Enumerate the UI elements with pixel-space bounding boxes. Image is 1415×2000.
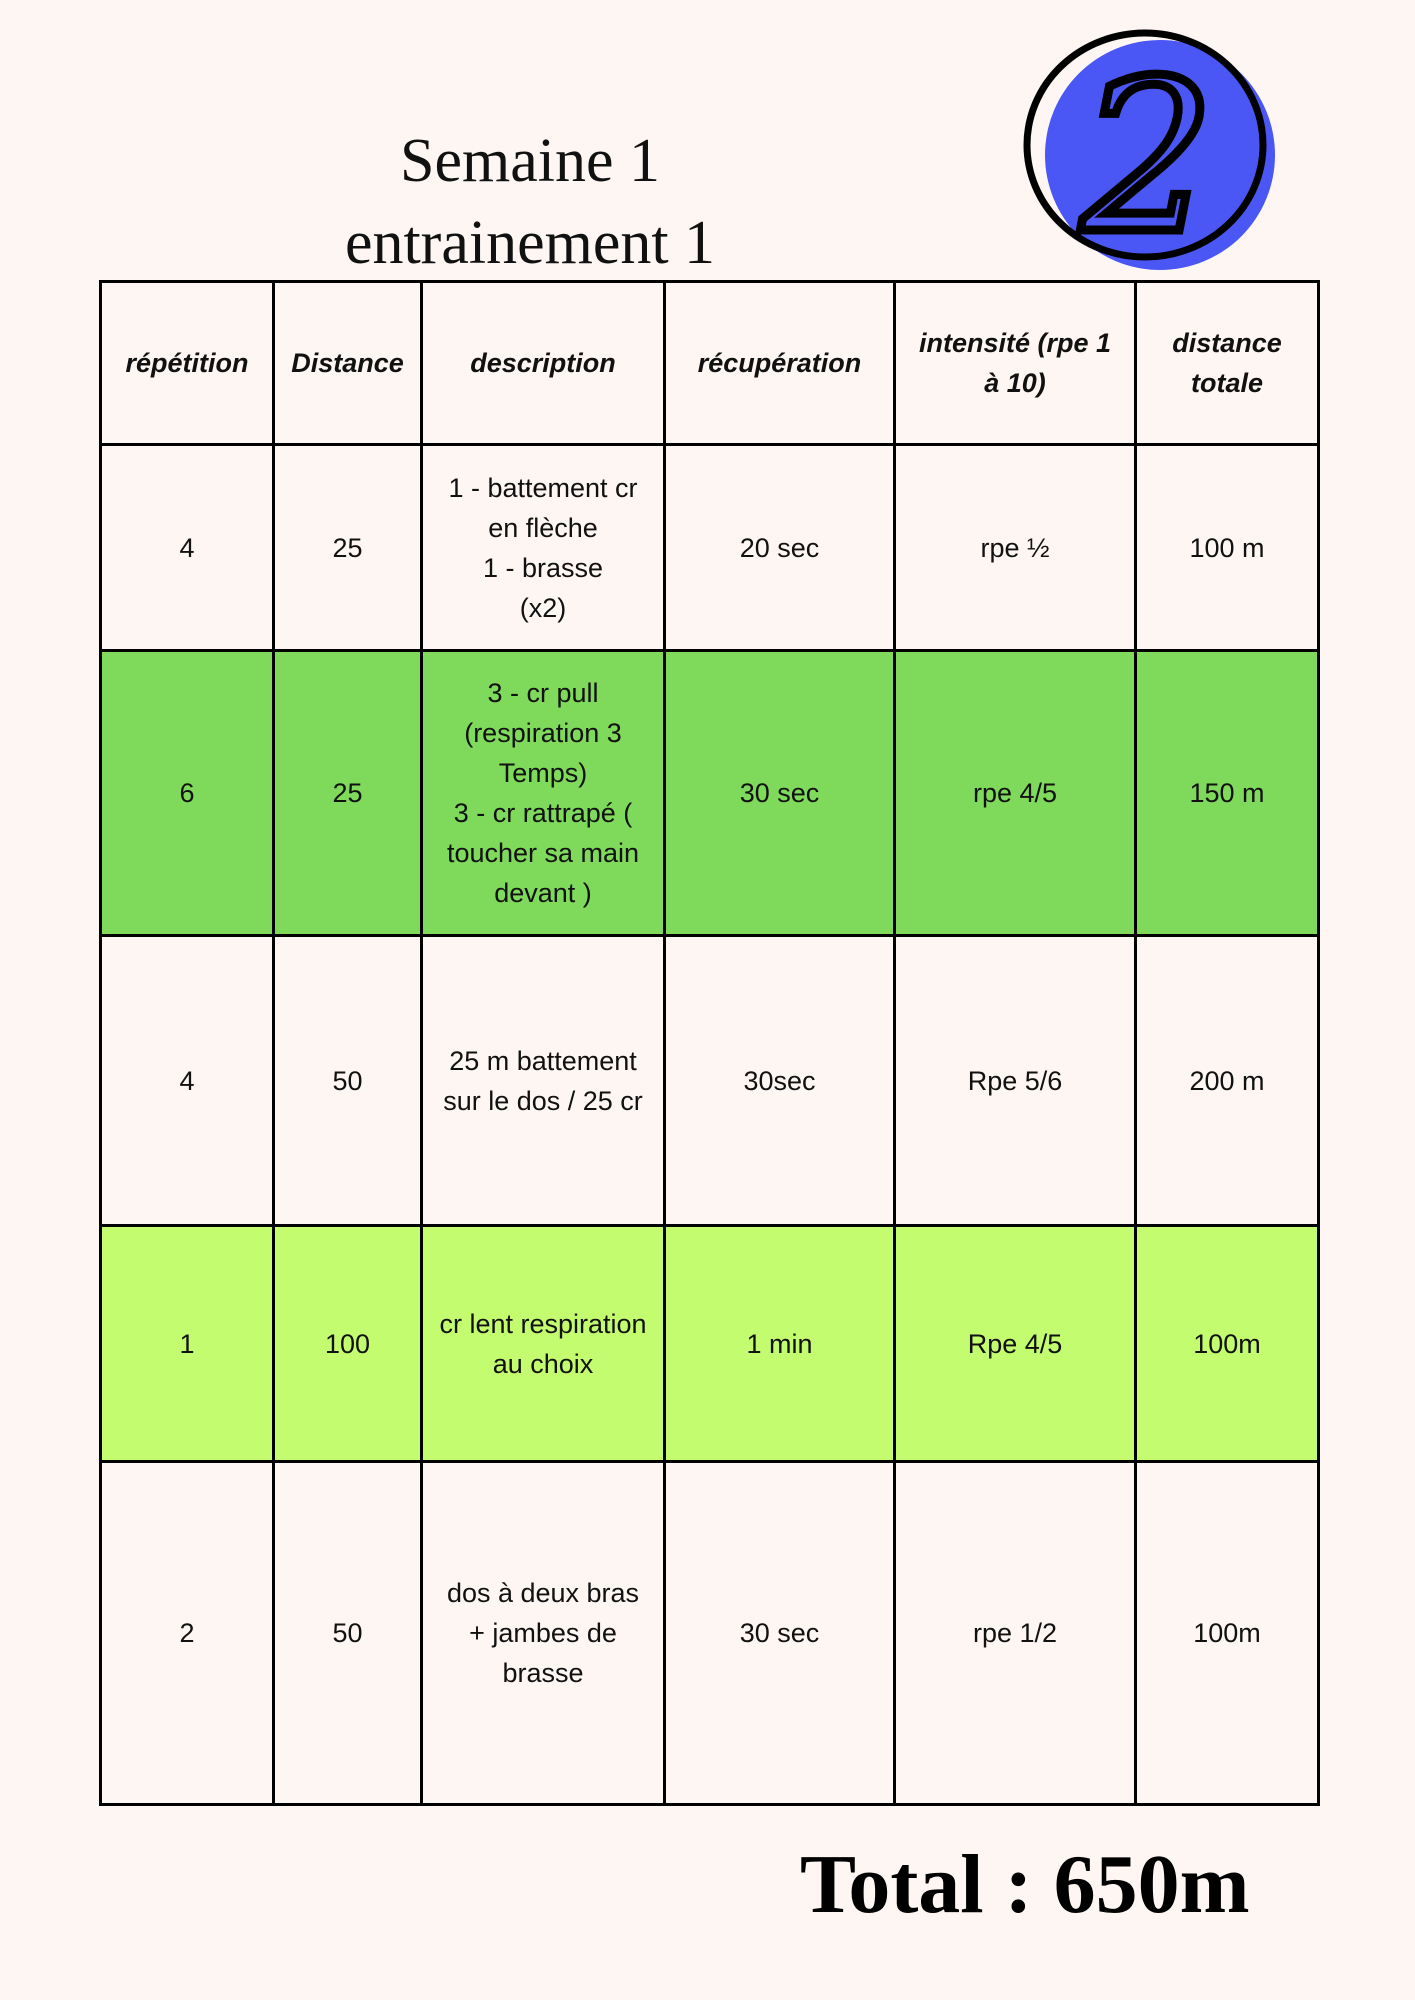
table-row — [101, 936, 1319, 1226]
number-badge — [1020, 25, 1280, 285]
cell-distance: 100 — [274, 1226, 422, 1462]
cell-intensite: rpe 1/2 — [895, 1462, 1136, 1805]
header-recuperation: récupération — [665, 282, 895, 445]
cell-distance: 25 — [274, 651, 422, 936]
workout-table — [99, 280, 1320, 1806]
header-description: description — [422, 282, 665, 445]
cell-intensite: Rpe 4/5 — [895, 1226, 1136, 1462]
cell-distance-totale: 100m — [1136, 1462, 1319, 1805]
cell-distance-totale: 100m — [1136, 1226, 1319, 1462]
cell-distance-totale: 100 m — [1136, 445, 1319, 651]
description-line: 1 - battement cr en flèche — [448, 472, 638, 543]
header-distance-totale: distance totale — [1136, 282, 1319, 445]
cell-recuperation: 20 sec — [665, 445, 895, 651]
cell-distance: 50 — [274, 1462, 422, 1805]
total-distance: Total : 650m — [800, 1838, 1250, 1931]
title-week: Semaine 1 — [400, 127, 660, 195]
cell-description — [422, 651, 665, 936]
cell-repetition: 2 — [101, 1462, 274, 1805]
cell-intensite: rpe 4/5 — [895, 651, 1136, 936]
cell-description: cr lent respiration au choix — [422, 1226, 665, 1462]
cell-distance-totale: 150 m — [1136, 651, 1319, 936]
header-distance: Distance — [274, 282, 422, 445]
cell-repetition: 4 — [101, 936, 274, 1226]
title-session: entrainement 1 — [344, 209, 716, 277]
cell-recuperation: 30sec — [665, 936, 895, 1226]
cell-repetition: 6 — [101, 651, 274, 936]
description-line: 1 - brasse — [482, 552, 604, 583]
cell-repetition: 1 — [101, 1226, 274, 1462]
header-intensite: intensité (rpe 1 à 10) — [895, 282, 1136, 445]
cell-distance: 25 — [274, 445, 422, 651]
cell-description — [422, 445, 665, 651]
cell-recuperation: 30 sec — [665, 651, 895, 936]
table-header-row — [101, 282, 1319, 445]
table-row — [101, 1462, 1319, 1805]
cell-repetition: 4 — [101, 445, 274, 651]
header-repetition: répétition — [101, 282, 274, 445]
description-line: 3 - cr rattrapé ( toucher sa main devant ) — [446, 798, 640, 908]
description-line: (x2) — [519, 592, 567, 623]
cell-description: 25 m battement sur le dos / 25 cr — [422, 936, 665, 1226]
cell-distance: 50 — [274, 936, 422, 1226]
badge-number: 2 — [1081, 35, 1215, 280]
description-line: 3 - cr pull (respiration 3 Temps) — [464, 678, 622, 788]
table-row — [101, 651, 1319, 936]
cell-description: dos à deux bras + jambes de brasse — [422, 1462, 665, 1805]
page-title — [290, 120, 770, 284]
cell-recuperation: 1 min — [665, 1226, 895, 1462]
cell-intensite: rpe ½ — [895, 445, 1136, 651]
table-row — [101, 1226, 1319, 1462]
cell-distance-totale: 200 m — [1136, 936, 1319, 1226]
cell-recuperation: 30 sec — [665, 1462, 895, 1805]
cell-intensite: Rpe 5/6 — [895, 936, 1136, 1226]
table-row — [101, 445, 1319, 651]
